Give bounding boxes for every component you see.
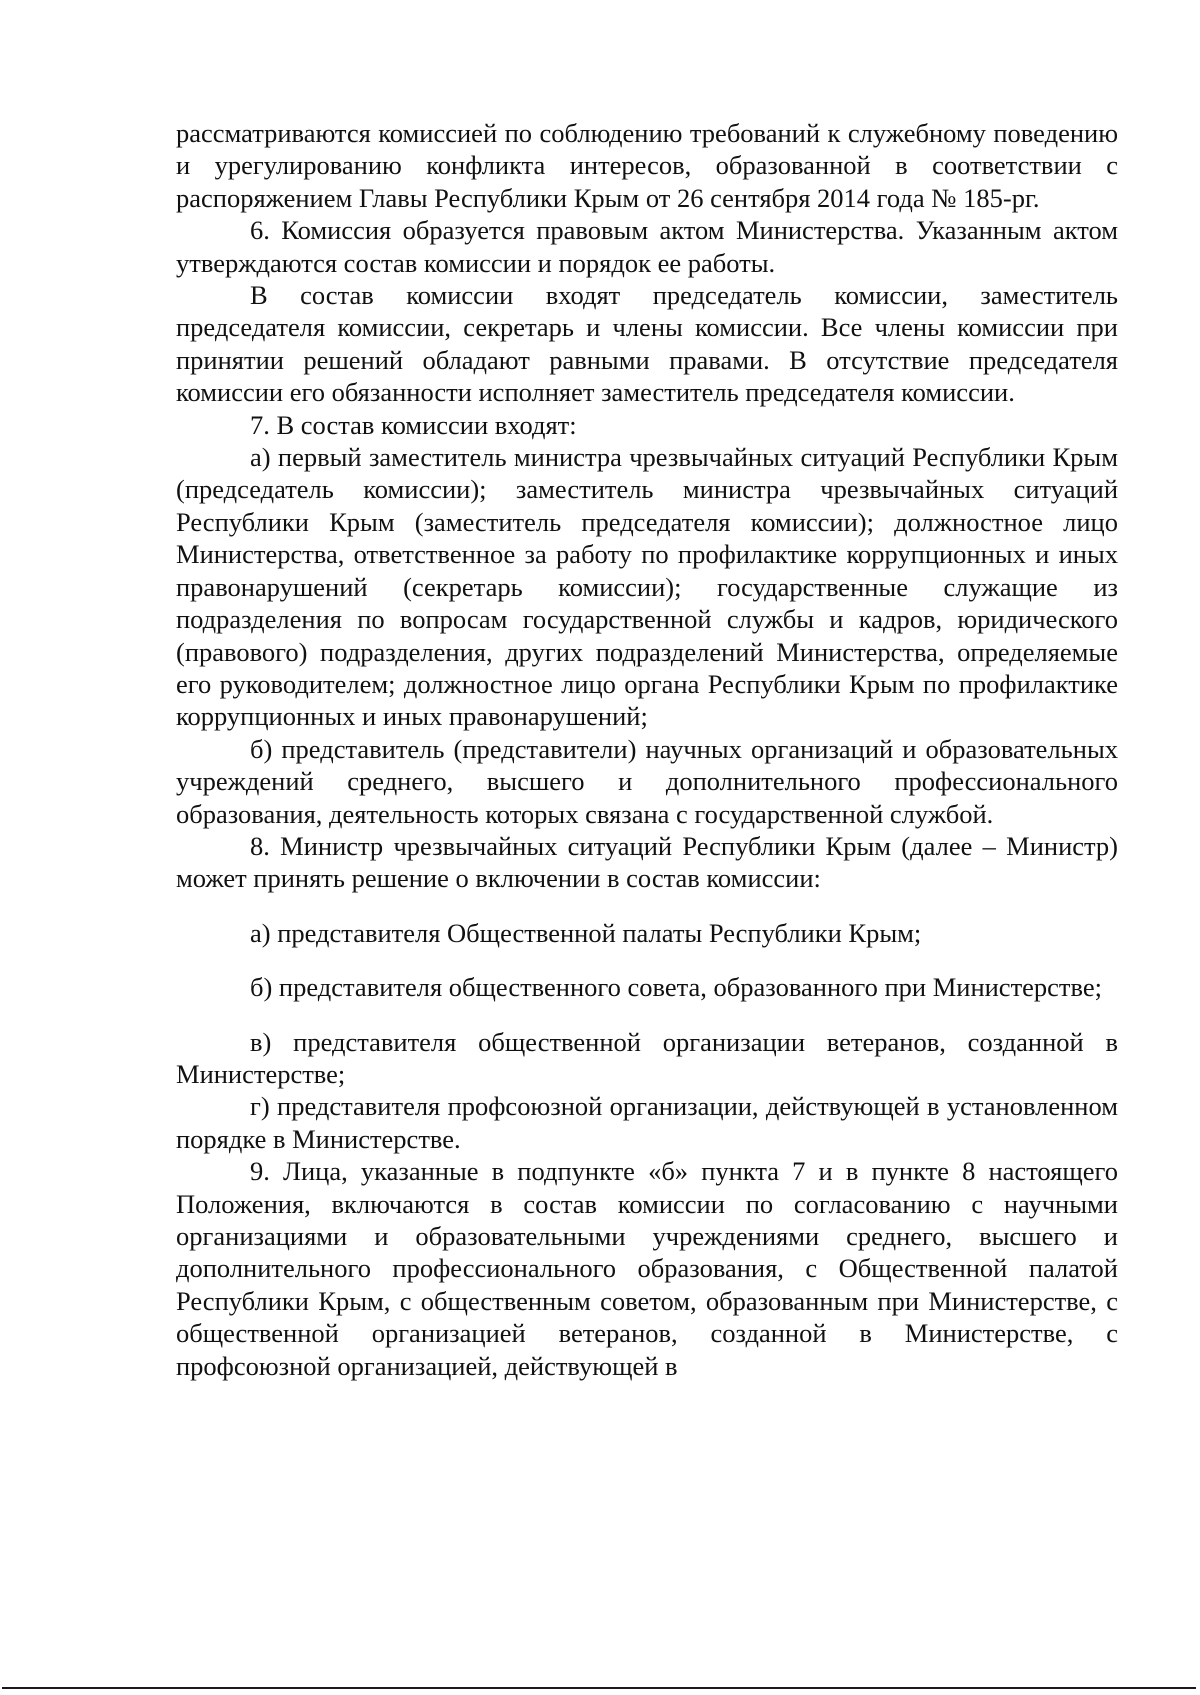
page-bottom-rule [2, 1687, 1196, 1689]
paragraph-item-8b: б) представителя общественного совета, образованного при Министерстве; [250, 972, 1102, 1003]
paragraph-item-7b: б) представитель (представители) научных организаций и образовательных учреждений среднего, высшего и дополнительного профессионального образования, деятельность которых связана с государственной службой. [176, 733, 1118, 829]
paragraph-commission-composition: В состав комиссии входят председатель комиссии, заместитель председателя комиссии, секретарь и члены комиссии. Все члены комиссии при принятии решений обладают равными правами. В отсутствие председателя комиссии его обязанности исполняет заместитель председателя комиссии. [176, 280, 1118, 408]
paragraph-item-8a: а) представителя Общественной палаты Республики Крым; [250, 917, 922, 948]
document-body [176, 117, 1118, 1382]
paragraph-continuation: рассматриваются комиссией по соблюдению требований к служебному поведению и урегулированию конфликта интересов, образованной в соответствии с распоряжением Главы Республики Крым от 26 сентября 2014 года № 185-рг. [176, 118, 1118, 213]
paragraph-item-8g: г) представителя профсоюзной организации, действующей в установленном порядке в Министерстве. [176, 1091, 1118, 1154]
paragraph-item-7: 7. В состав комиссии входят: [250, 409, 577, 440]
paragraph-item-6: 6. Комиссия образуется правовым актом Министерства. Указанным актом утверждаются состав комиссии и порядок ее работы. [176, 215, 1118, 278]
paragraph-item-8: 8. Министр чрезвычайных ситуаций Республики Крым (далее – Министр) может принять решение о включении в состав комиссии: [176, 830, 1118, 894]
paragraph-item-9: 9. Лица, указанные в подпункте «б» пункта 7 и в пункте 8 настоящего Положения, включаются в состав комиссии по согласованию с научными организациями и образовательными учреждениями среднего, высшего и дополнительного профессионального образования, с Общественной палатой Республики Крым, с общественным советом, образованным при Министерстве, с общественной организацией ветеранов, созданной в Министерстве, с профсоюзной организацией, действующей в [176, 1156, 1118, 1381]
paragraph-item-8v: в) представителя общественной организации ветеранов, созданной в Министерстве; [176, 1026, 1118, 1089]
paragraph-item-7a: а) первый заместитель министра чрезвычайных ситуаций Республики Крым (председатель комиссии); заместитель министра чрезвычайных ситуаций Республики Крым (заместитель председателя комиссии); должностное лицо Министерства, ответственное за работу по профилактике коррупционных и иных правонарушений (секретарь комиссии); государственные служащие из подразделения по вопросам государственной службы и кадров, юридического (правового) подразделения, других подразделений Министерства, определяемые его руководителем; должностное лицо органа Республики Крым по профилактике коррупционных и иных правонарушений; [176, 442, 1118, 732]
